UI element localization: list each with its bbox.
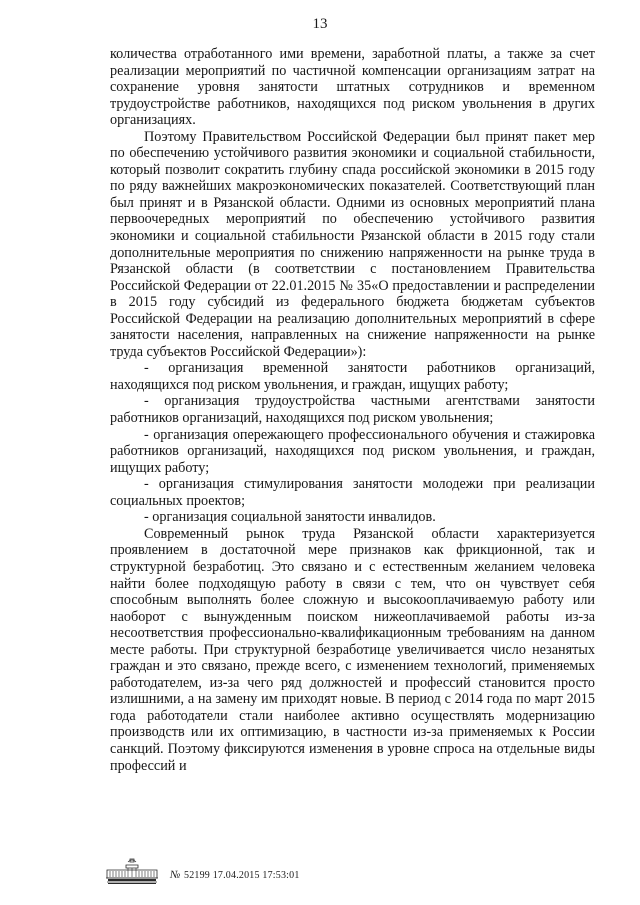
paragraph: Поэтому Правительством Российской Федерации был принят пакет мер по обеспечению устойчивого развития экономики и социальной стабильности, который позволит сократить глубину спада российской экономики в 2015 году по ряду важнейших макроэкономических показателей. Соответствующий план был принят и в Рязанской области. Одними из основных мероприятий плана первоочередных мероприятий по обеспечению устойчивого развития экономики и социальной стабильности Рязанской области в 2015 году стали дополнительные мероприятия по снижению напряженности на рынке труда в Рязанской области (в соответствии с постановлением Правительства Российской Федерации от 22.01.2015 № 35«О предоставлении и распределении в 2015 году субсидий из федерального бюджета бюджетам субъектов Российской Федерации на реализацию дополнительных мероприятий в сфере занятости населения, направленных на снижение напряженности на рынке труда субъектов Российской Федерации»): [110, 128, 595, 360]
building-emblem-icon [104, 856, 160, 886]
document-body [110, 46, 595, 774]
list-item: - организация социальной занятости инвалидов. [144, 509, 436, 526]
list-item: - организация временной занятости работников организаций, находящихся под риском увольнения, и граждан, ищущих работу; [110, 360, 595, 393]
list-item: - организация стимулирования занятости молодежи при реализации социальных проектов; [110, 476, 595, 509]
registration-stamp: 52199 17.04.2015 17:53:01 [184, 870, 300, 881]
document-number-mark: № [170, 869, 181, 881]
paragraph: Современный рынок труда Рязанской области характеризуется проявлением в достаточной мере признаков как фрикционной, так и структурной безработиц. Это связано и с естественным желанием человека найти более подходящую работу в связи с тем, что он чувствует себя способным выполнять более сложную и высокооплачиваемую работу или наоборот с вынужденным поиском нижеоплачиваемой работы из-за несоответствия профессионально-квалификационным требованиям на данном месте работы. При структурной безработице увеличивается число незанятых граждан и это связано, прежде всего, с изменением технологий, применяемых работодателем, из-за чего ряд должностей и профессий становится просто излишними, а на замену им приходят новые. В период с 2014 года по март 2015 года работодатели стали наиболее активно осуществлять модернизацию производств или их оптимизацию, в частности из-за применяемых к России санкций. Поэтому фиксируются изменения в уровне спроса на отдельные виды профессий и [110, 525, 595, 774]
list-item: - организация опережающего профессионального обучения и стажировка работников организаций, находящихся под риском увольнения, и граждан, ищущих работу; [110, 426, 595, 476]
page-number: 13 [312, 16, 328, 32]
list-item: - организация трудоустройства частными агентствами занятости работников организаций, находящихся под риском увольнения; [110, 393, 595, 427]
document-footer [104, 856, 444, 890]
paragraph: количества отработанного ими времени, заработной платы, а также за счет реализации мероприятий по частичной компенсации организациям затрат на сохранение уровня занятости штатных сотрудников и временном трудоустройстве работников, находящихся под риском увольнения в других организациях. [110, 46, 595, 129]
